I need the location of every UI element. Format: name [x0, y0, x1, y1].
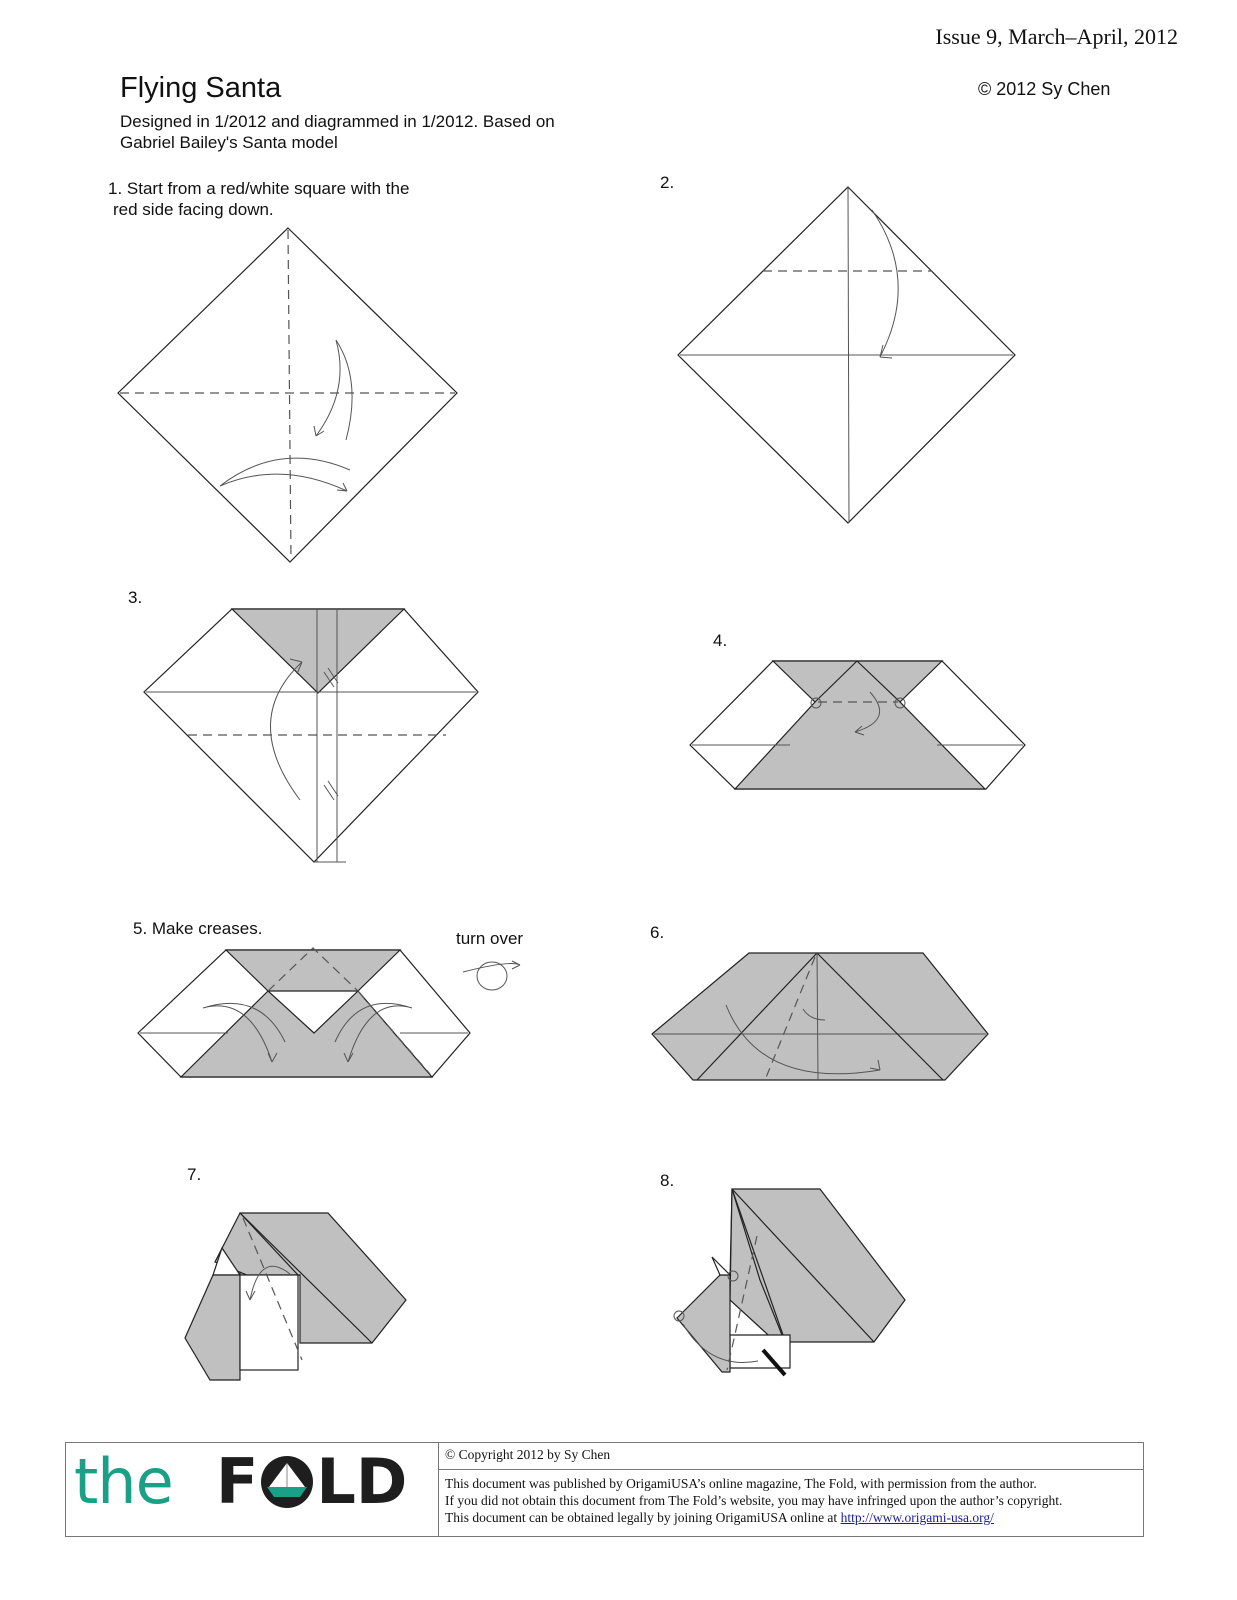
origamiusa-link[interactable]: http://www.origami-usa.org/: [840, 1510, 994, 1525]
subtitle-line-2: Gabriel Bailey's Santa model: [120, 133, 338, 152]
page-title: Flying Santa: [120, 72, 282, 104]
step-3-label: 3.: [128, 588, 143, 607]
footer-line-3-text: This document can be obtained legally by joining OrigamiUSA online at: [445, 1510, 841, 1525]
logo-the-text: the: [74, 1445, 173, 1518]
footer-copyright: © Copyright 2012 by Sy Chen: [445, 1447, 611, 1462]
footer-text-cell: [439, 1443, 1143, 1536]
subtitle-line-1: Designed in 1/2012 and diagrammed in 1/2012. Based on: [120, 112, 555, 131]
footer-notice: [445, 1475, 1062, 1526]
copyright-label: © 2012 Sy Chen: [978, 79, 1111, 99]
issue-label: Issue 9, March–April, 2012: [935, 24, 1178, 49]
step-1-line-2: red side facing down.: [113, 200, 274, 219]
step-5-label: 5. Make creases.: [133, 919, 263, 938]
step-1-line-1: 1. Start from a red/white square with the: [108, 179, 410, 198]
boat-o-icon: [260, 1451, 314, 1505]
step-4-label: 4.: [713, 631, 728, 650]
step-6-label: 6.: [650, 923, 665, 942]
footer-line-2: If you did not obtain this document from The Fold’s website, you may have infringed upon the author’s copyright.: [445, 1493, 1063, 1508]
footer-box: [65, 1442, 1144, 1537]
logo-fold-text: [216, 1445, 407, 1518]
footer-line-1: This document was published by OrigamiUSA’s online magazine, The Fold, with permission from the author.: [445, 1476, 1037, 1491]
step-7-label: 7.: [187, 1165, 202, 1184]
step-2-label: 2.: [660, 173, 675, 192]
step-8-label: 8.: [660, 1171, 675, 1190]
turn-over-label: turn over: [456, 929, 524, 948]
logo-ld: LD: [316, 1445, 408, 1518]
logo-f: F: [216, 1445, 259, 1518]
footer-line-3: [445, 1509, 1062, 1526]
the-fold-logo: [66, 1443, 439, 1536]
footer-divider: [439, 1469, 1143, 1470]
